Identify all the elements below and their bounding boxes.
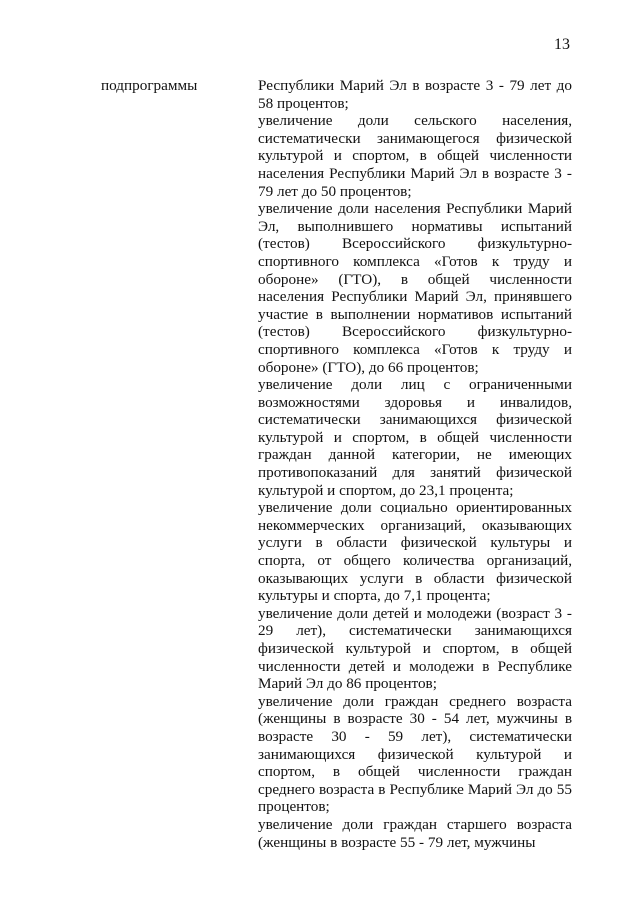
target-paragraph: увеличение доли лиц с ограниченными возможностями здоровья и инвалидов, систематически занимающихся физической культурой и спортом, в общей численности граждан данной категории, не имеющих противопоказаний для занятий физической культурой и спортом, до 23,1 процента; (258, 376, 572, 499)
target-paragraph: увеличение доли граждан старшего возраста (женщины в возрасте 55 - 79 лет, мужчины (258, 815, 572, 851)
target-paragraph: увеличение доли социально ориентированных некоммерческих организаций, оказывающих услуги в области физической культуры и спорта, от общего количества организаций, оказывающих услуги в области физической культуры и спорта, до 7,1 процента; (258, 499, 572, 605)
target-paragraph: увеличение доли детей и молодежи (возраст 3 - 29 лет), систематически занимающихся физической культурой и спортом, в общей численности детей и молодежи в Республике Марий Эл до 86 процентов; (258, 604, 572, 693)
target-paragraph: увеличение доли сельского населения, систематически занимающегося физической культурой и спортом, в общей численности населения Республики Марий Эл в возрасте 3 - 79 лет до 50 процентов; (258, 112, 572, 200)
program-targets-text (258, 77, 572, 851)
page-number: 13 (554, 36, 570, 53)
target-paragraph: увеличение доли граждан среднего возраста (женщины в возрасте 30 - 54 лет, мужчины в возрасте 30 - 59 лет), систематически занимающихся физической культурой и спортом, в общей численности граждан среднего возраста в Республике Марий Эл до 55 процентов; (258, 692, 572, 816)
target-paragraph: увеличение доли населения Республики Марий Эл, выполнившего нормативы испытаний (тестов) Всероссийского физкультурно-спортивного комплекса «Готов к труду и обороне» (ГТО), в общей численности населения Республики Марий Эл, принявшего участие в выполнении нормативов испытаний (тестов) Всероссийского физкультурно-спортивного комплекса «Готов к труду и обороне» (ГТО), до 66 процентов; (258, 200, 572, 376)
target-paragraph: Республики Марий Эл в возрасте 3 - 79 лет до 58 процентов; (258, 77, 572, 112)
section-label: подпрограммы (101, 77, 198, 94)
